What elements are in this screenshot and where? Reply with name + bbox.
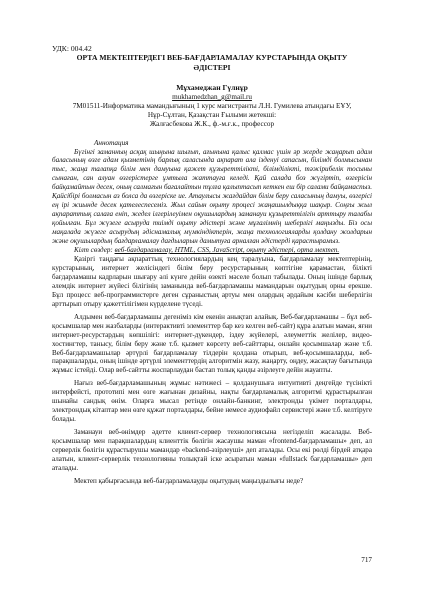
body-paragraph-3: Нағыз веб-бағдарламашының жұмыс нәтижесі – қолданушыға интуитивті деңгейде түсінікті интерфейсті, прототипі мен өзге жағынан дизайны, нақты бағдарламалық алгоритмі құрастырылған шынайы сандық өнім. Оларға мысал ретінде онлайн-банкинг, электронды үкімет порталдары, электрондық кітаптар мен өзге құжат порталдары, бейне немесе аудиофайл сервистері және т.б. келтіруге болады. bbox=[52, 379, 372, 424]
body-paragraph-4: Заманауи веб-өнімдер әдетте клиент-сервер технологиясына негізделіп жасалады. Веб-қосымшалар мен парақшалардың клиенттік бөлігін жасаушы маман «frontend-бағдарламашы» деп, ал серверлік бөлігін құрастырушы мамандар «backend-әзірлеуші» деп аталады. Осы екі рөлді бірдей атқара алатын, клиент-серверлік технологияны толықтай іске асыратын маман «fullstack бағдарламашы» деп аталады. bbox=[52, 428, 372, 472]
author-name: Мұхамеджан Гүлнұр bbox=[176, 83, 248, 92]
affiliation-line-2: Нұр-Сұлтан, Қазақстан Ғылыми жетекші: bbox=[147, 110, 277, 119]
page-number: 717 bbox=[361, 556, 372, 564]
keywords bbox=[52, 246, 372, 255]
title-line-2: ӘДІСТЕРІ bbox=[193, 62, 231, 72]
affiliation-line-3: Жалғасбекова Ж.К., ф.-м.ғ.к., профессор bbox=[149, 119, 275, 128]
body-paragraph-1: Қазіргі таңдағы ақпараттық технологиялардың кең таралуына, бағдарламалау мектептерінің, курстарының, интернет желісіндегі білім беру ресурстарының көптігіне қарамастан, білікті бағдарламашы кадрларын шығару әлі күнге дейін өзекті мәселе болып табылады. Оның ішінде барлық әлемдік интернет жүйесі білігінің заманында веб-бағдарламашы мамандарын оқытудың орны ерекше. Бұл процесс веб-программистерге деген сұраныстың артуы мен олардың әрдайым кәсіби шеберлігін арттырып отыру қажеттілігімен күрделене түседі. bbox=[52, 254, 372, 308]
body-paragraph-2: Алдымен веб-бағдарламашы дегеніміз кім екенін анықтап алайық. Веб-бағдарламашы – бұл веб-қосымшалар мен жазбаларды (интерактивті элементтер бар кез келген веб-сайт) құра алатын маман, яғни интернет-ресурстардың көпшілігі: интернет-дүкендер, іздеу жүйелері, әлеуметтік желілер, видео-хостингтер, танысу, білім беру және т.б. қызмет көрсету веб-сайттары, онлайн қосымшалар және т.б. Веб-бағдарламашылар әртүрлі бағдарламалау тілдерін қолдана отырып, веб-қосымшаларды, веб-парақшаларды, оның ішінде әртүрлі элементтердің алгоритмін жазу, жаңарту, оңдеу, жасақтау бағытында жұмыс істейді. Олар веб-сайтты жоспарлаудан бастап толық қанды әзірлеуге дейін жауапты. bbox=[52, 312, 372, 375]
annotation-text: Бүгінгі заманның асқақ шыңына шығып, ағынына қалыс қалмас үшін әр жерде жаңарып адам баласының өзге адам қызметінің барлық саласында ақпарат ала ізденуі сапасын, білімді болмысынан тыс, жаңа талапқа білім мен дамуына қажет құзыреттілікті, білімділікті, тәжірибелік тосыны сынаған, сан алуан өзгерістерге ұмтыла жаттауға келеді. Қай салада боз жүгіртіп, өзгерісін байқамайтын десек, оның салмағын бағалайтын тұлға қалыптасып кеткен еш бір салами байқамаспыз. Қайсібірі болмасын аз болса да өзгеріске ие. Атаулысы жағдайдан білім беру саласының дамуы, өзгерісі ең ірі жиынде десек қателеспесеміз. Жыл сайын оқыту процесі жаңашылдыққа шақыр. Соңғы жыл ақпараттық салаға еніп, жедел ілгерілеуімен оқушылардың заманауи құзыреттілігін арттыру талабы қойылған. Бұл жүзеге асыруда тиімді оқыту әдістері және мұғалімнің шеберлігі маңызды. Біз осы мақалада жүзеге асырудың әдіснамалық мүмкіндіктерін, жаңа технологияларды қолдану жолдарын және оқушылардың бағдарламалау дағдыларын дамытуға арналған әдістерді қарастырамыз. bbox=[52, 147, 372, 246]
title-line-1: ОРТА МЕКТЕПТЕРДЕГІ ВЕБ-БАҒДАРЛАМАЛАУ КУРСТАРЫНДА ОҚЫТУ bbox=[76, 53, 348, 62]
paper-title bbox=[52, 53, 372, 72]
keywords-label: Кілт сөздер: bbox=[74, 246, 113, 255]
keywords-text: веб-бағдарламалау, HTML, CSS, JavaScript, оқыту әдістері, орта мектеп. bbox=[114, 246, 340, 255]
udk-code: УДК: 004.42 bbox=[52, 44, 92, 53]
affiliation-line-1: 7M01511-Информатика мамандығының 1 курс магистранты Л.Н. Гумилева атындағы ЕҰУ, bbox=[72, 101, 352, 110]
annotation-heading: Аннотация bbox=[94, 138, 129, 147]
author-email-link[interactable]: mukhamedzhan_g@mail.ru bbox=[172, 92, 252, 101]
body-paragraph-5: Мектеп қабырғасында веб-бағдарламалауды оқытудың маңыздылығы неде? bbox=[74, 476, 304, 485]
body-text bbox=[52, 255, 372, 486]
